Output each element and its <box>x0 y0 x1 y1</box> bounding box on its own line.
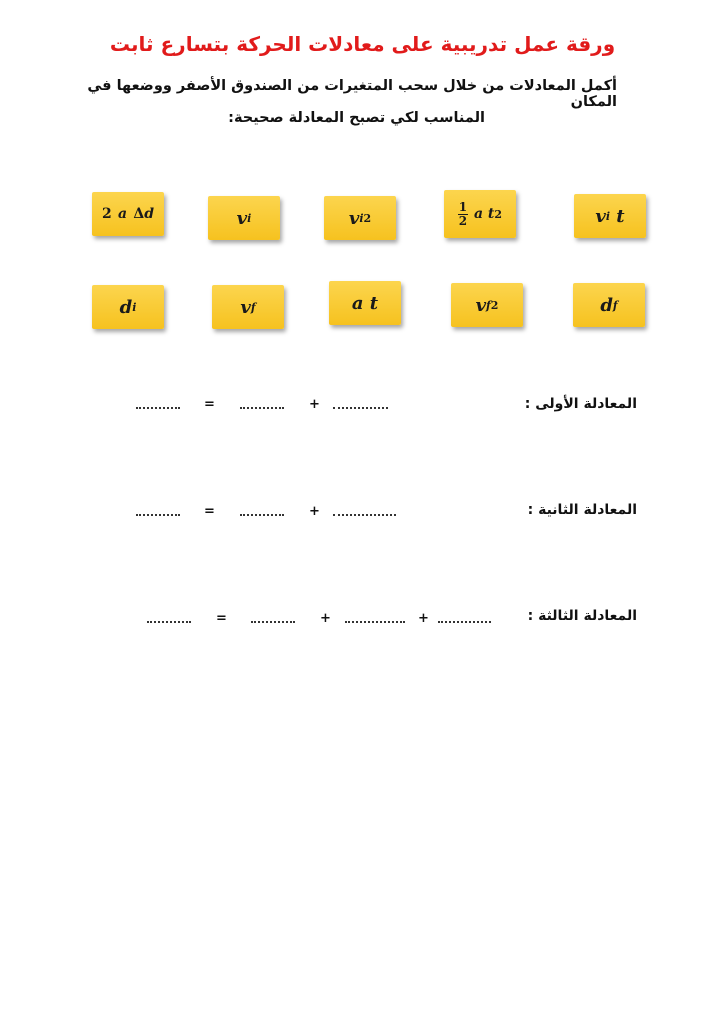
equation-2-blank-2[interactable] <box>240 514 284 516</box>
tile-subscript: i <box>132 300 137 314</box>
tile-base: v <box>475 294 487 316</box>
tile-subscript: f <box>250 300 256 314</box>
tile-base: v <box>240 296 251 318</box>
tile-superscript: 2 <box>363 211 372 225</box>
tile-v-f-squared[interactable] <box>451 283 523 327</box>
equation-2-blank-1[interactable] <box>136 514 180 516</box>
equation-1-plus: + <box>309 397 320 412</box>
equation-2-plus: + <box>309 504 320 519</box>
tile-subscript: i <box>605 209 611 223</box>
equation-2-blank-3[interactable] <box>333 514 396 516</box>
equation-1-blank-2[interactable] <box>240 407 284 409</box>
tile-subscript: i <box>359 211 364 225</box>
tile-half-a-t-squared[interactable] <box>444 190 516 238</box>
tile-d-f[interactable] <box>573 283 645 327</box>
equation-3-blank-2[interactable] <box>251 621 295 623</box>
tile-var-t: t <box>616 205 625 227</box>
tile-v-i[interactable] <box>208 196 280 240</box>
fraction-numerator: 1 <box>458 199 468 214</box>
tile-superscript: 2 <box>494 207 503 221</box>
equation-1-blank-3[interactable] <box>333 407 388 409</box>
tile-subscript: f <box>486 298 491 312</box>
tile-coefficient: 2 <box>101 206 112 222</box>
fraction-denominator: 2 <box>458 213 468 228</box>
equation-3-label: المعادلة الثالثة : <box>527 608 637 624</box>
tile-d-i[interactable] <box>92 285 164 329</box>
tile-a-t[interactable] <box>329 281 401 325</box>
tile-subscript: i <box>247 211 252 225</box>
tile-var-d: d <box>144 206 155 222</box>
equation-3-blank-3[interactable] <box>345 621 405 623</box>
tile-delta: Δ <box>133 206 145 222</box>
instructions-line-1: أكمل المعادلات من خلال سحب المتغيرات من الصندوق الأصفر ووضعها في المكان <box>87 78 617 110</box>
tile-base: d <box>600 294 613 316</box>
equation-1-blank-1[interactable] <box>136 407 180 409</box>
tile-var-at: a t <box>473 206 495 222</box>
equation-3-blank-1[interactable] <box>147 621 191 623</box>
equation-3-blank-4[interactable] <box>438 621 491 623</box>
equation-2-label: المعادلة الثانية : <box>527 502 637 518</box>
tile-var-at: a t <box>351 292 379 314</box>
instructions-line-2: المناسب لكي تصبح المعادلة صحيحة: <box>228 110 485 126</box>
tile-base: v <box>236 207 248 229</box>
equation-3-equals: = <box>216 611 227 626</box>
tile-v-i-t[interactable] <box>574 194 646 238</box>
tile-base: v <box>348 207 360 229</box>
equation-1-equals: = <box>204 397 215 412</box>
tile-subscript: f <box>612 298 618 312</box>
worksheet-title: ورقة عمل تدريبية على معادلات الحركة بتسارع ثابت <box>109 32 616 56</box>
tile-fraction <box>458 201 468 228</box>
tile-superscript: 2 <box>490 298 499 312</box>
equation-3-plus-2: + <box>418 611 429 626</box>
tile-base: d <box>119 296 133 318</box>
tile-2-a-delta-d[interactable] <box>92 192 164 236</box>
equation-1-label: المعادلة الأولى : <box>524 396 637 412</box>
equation-2-equals: = <box>204 504 215 519</box>
tile-base: v <box>595 205 606 227</box>
tile-v-f[interactable] <box>212 285 284 329</box>
tile-var-a: a <box>118 206 128 222</box>
equation-3-plus-1: + <box>320 611 331 626</box>
tile-v-i-squared[interactable] <box>324 196 396 240</box>
